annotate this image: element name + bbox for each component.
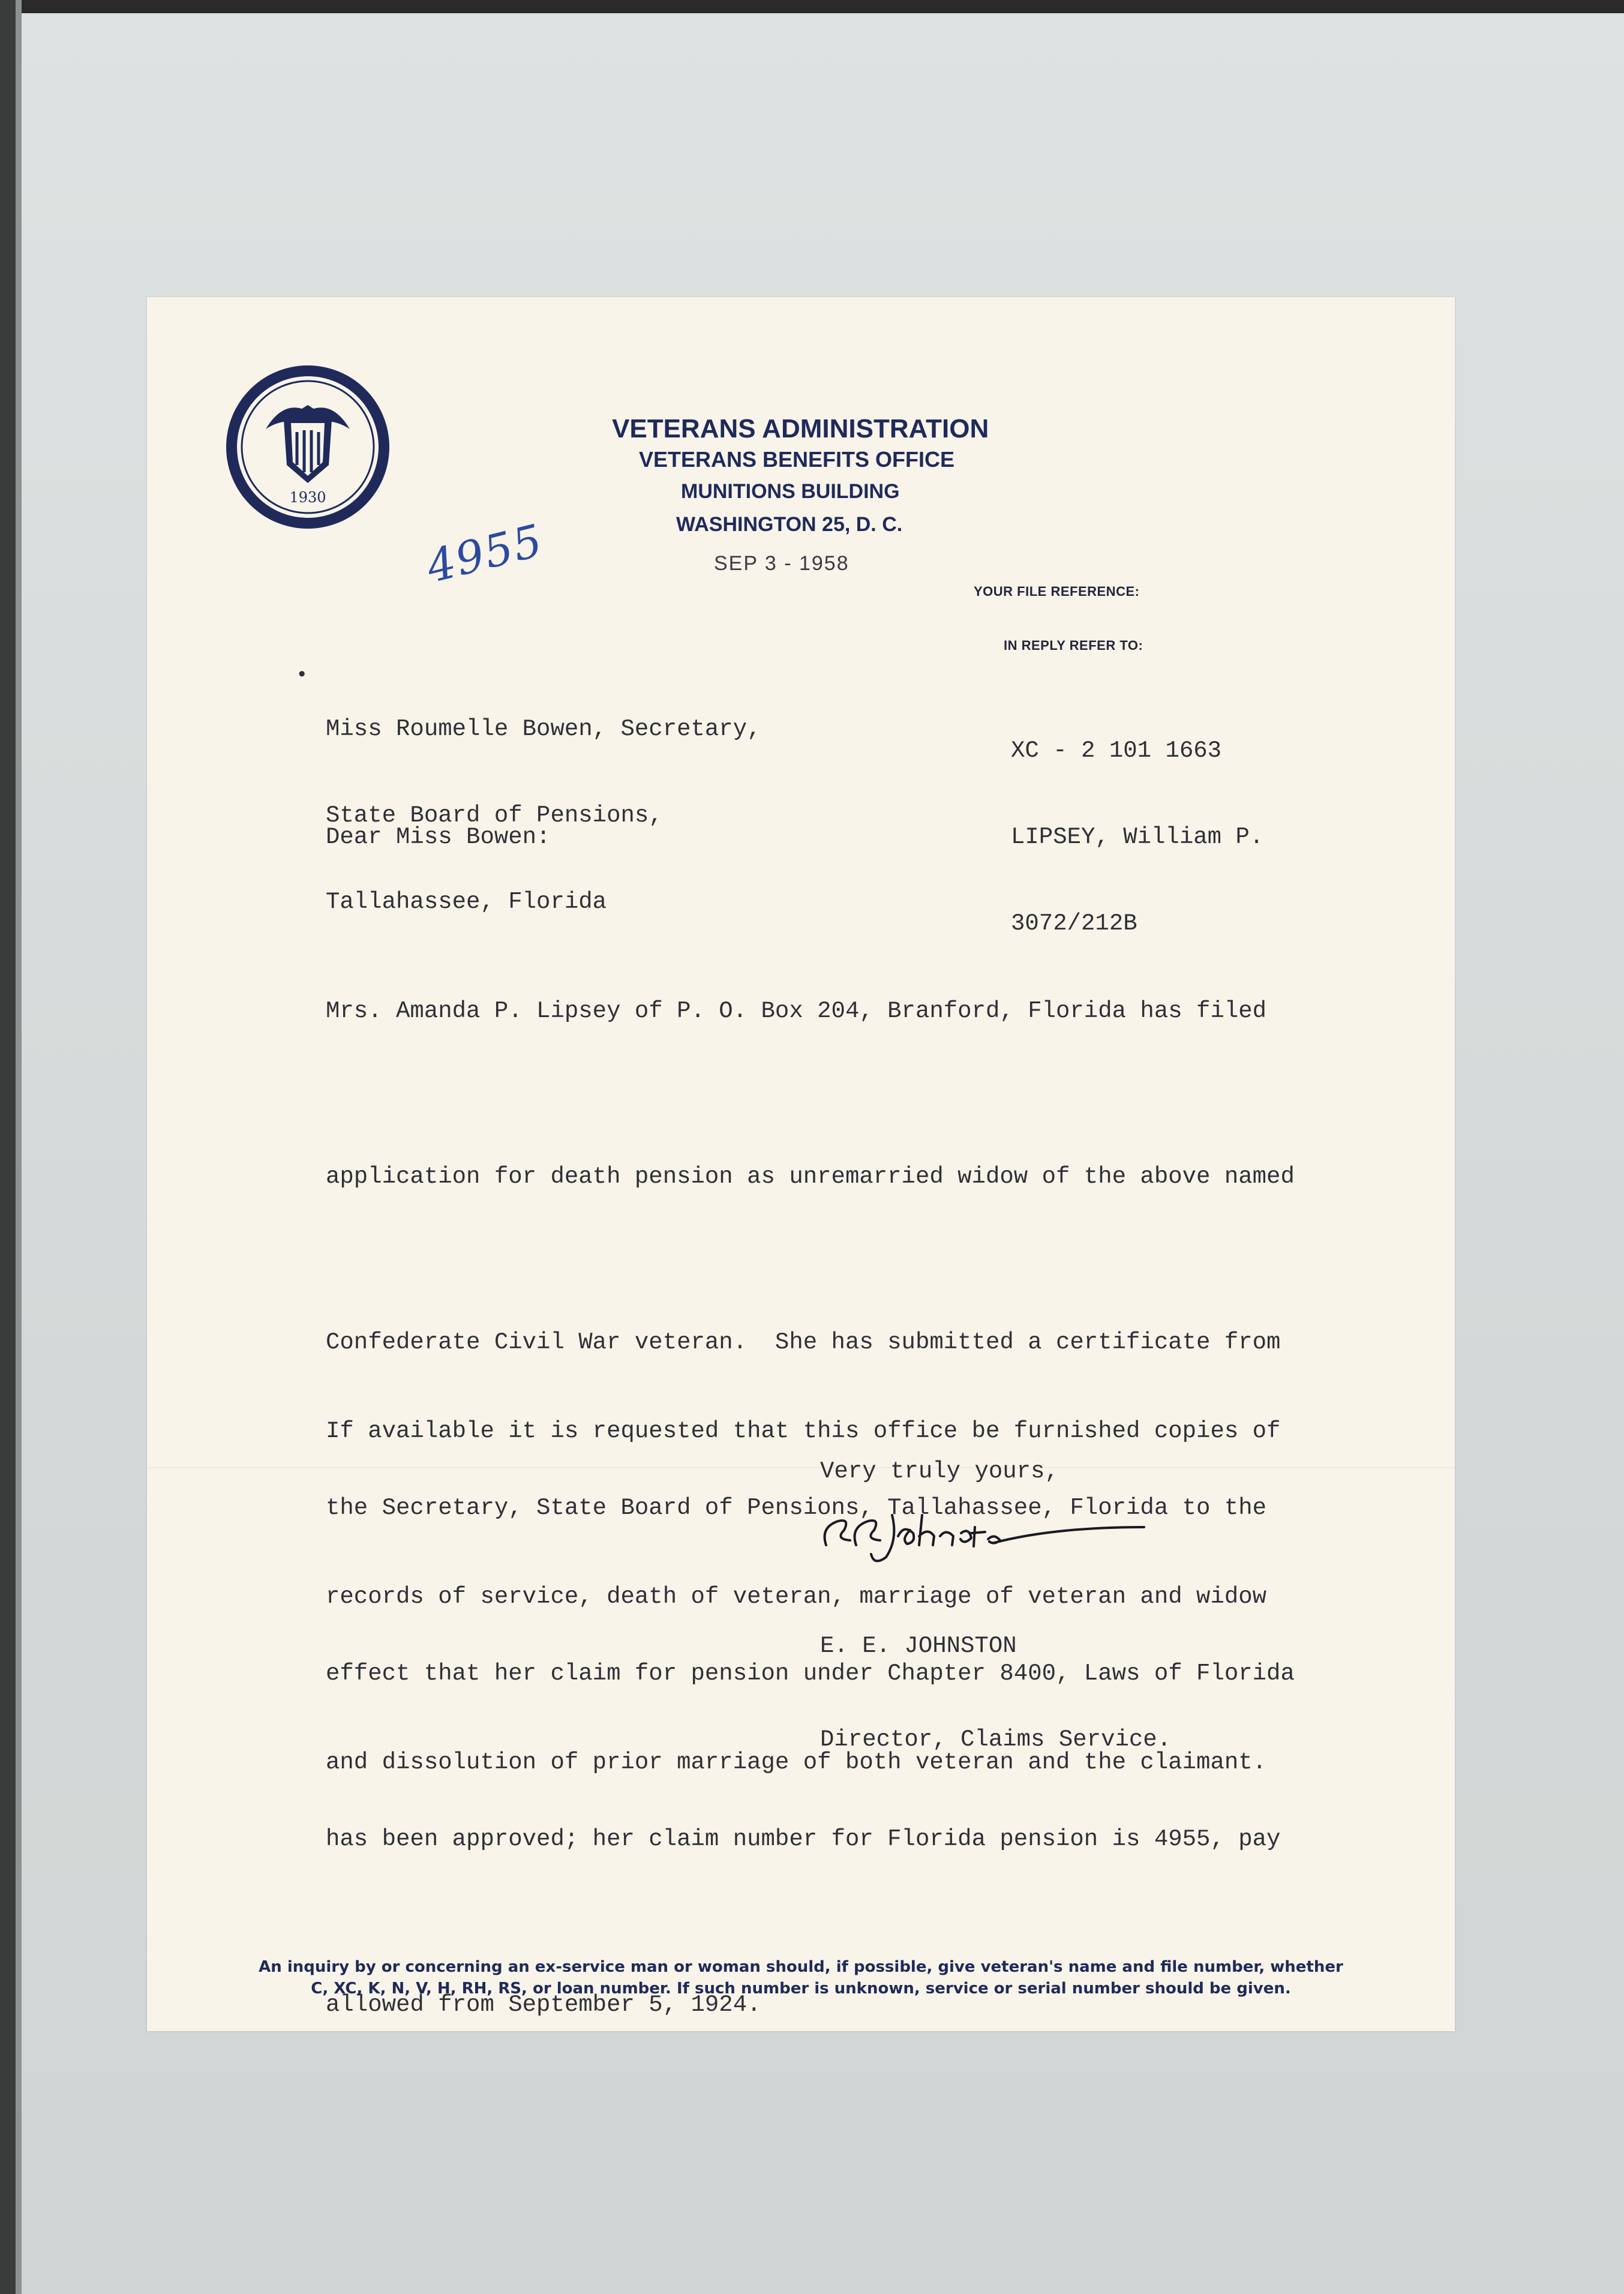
signer-block	[820, 1568, 1171, 1818]
address-bullet: •	[296, 664, 308, 687]
body-line: and dissolution of prior marriage of both veteran and the claimant.	[326, 1749, 1267, 1776]
body-line: application for death pension as unremarried widow of the above named	[326, 1164, 1295, 1190]
scanner-edge-left	[0, 0, 16, 2294]
file-reference-label: YOUR FILE REFERENCE:	[974, 584, 1140, 599]
scanner-edge-left-inner	[16, 0, 22, 2294]
salutation: Dear Miss Bowen:	[326, 824, 551, 850]
reference-line: 3072/212B	[1011, 910, 1137, 937]
signature	[814, 1503, 1150, 1569]
body-line: effect that her claim for pension under Chapter 8400, Laws of Florida	[326, 1660, 1295, 1687]
body-line: allowed from September 5, 1924.	[326, 1992, 761, 2018]
scanner-edge-top	[0, 0, 1624, 13]
footer-line: C, XC, K, N, V, H, RH, RS, or loan number. If such number is unknown, service or serial number should be given.	[311, 1980, 1291, 1998]
body-line: If available it is requested that this office be furnished copies of	[326, 1418, 1281, 1444]
body-line: Confederate Civil War veteran. She has submitted a certificate from	[326, 1329, 1281, 1356]
addressee-line: Tallahassee, Florida	[326, 889, 607, 915]
agency-title: VETERANS ADMINISTRATION	[612, 414, 989, 443]
letter-page	[147, 297, 1455, 2031]
svg-text:1930: 1930	[289, 489, 326, 506]
addressee-line: State Board of Pensions,	[326, 802, 663, 829]
addressee-line: Miss Roumelle Bowen, Secretary,	[326, 716, 761, 742]
reference-line: LIPSEY, William P.	[1011, 824, 1264, 850]
body-line: records of service, death of veteran, marriage of veteran and widow	[326, 1584, 1267, 1610]
reply-refer-label: IN REPLY REFER TO:	[1004, 638, 1143, 653]
handwritten-claim-number: 4955	[421, 514, 548, 593]
date-stamp: SEP 3 - 1958	[714, 552, 849, 575]
body-line: has been approved; her claim number for Florida pension is 4955, pay	[326, 1826, 1281, 1852]
closing: Very truly yours,	[820, 1458, 1059, 1485]
building-title: MUNITIONS BUILDING	[681, 480, 900, 503]
footer-notice	[147, 1956, 1455, 1999]
signer-name: E. E. JOHNSTON	[820, 1633, 1017, 1659]
body-line: the Secretary, State Board of Pensions, Tallahassee, Florida to the	[326, 1495, 1267, 1521]
footer-line: An inquiry by or concerning an ex-service man or woman should, if possible, give veteran's name and file number, whether	[259, 1958, 1343, 1976]
body-line: Mrs. Amanda P. Lipsey of P. O. Box 204, Branford, Florida has filed	[326, 998, 1267, 1024]
reference-line: XC - 2 101 1663	[1011, 737, 1222, 764]
signer-title: Director, Claims Service.	[820, 1726, 1172, 1753]
city-title: WASHINGTON 25, D. C.	[676, 513, 903, 536]
office-title: VETERANS BENEFITS OFFICE	[639, 447, 955, 472]
va-seal-logo	[224, 363, 392, 531]
